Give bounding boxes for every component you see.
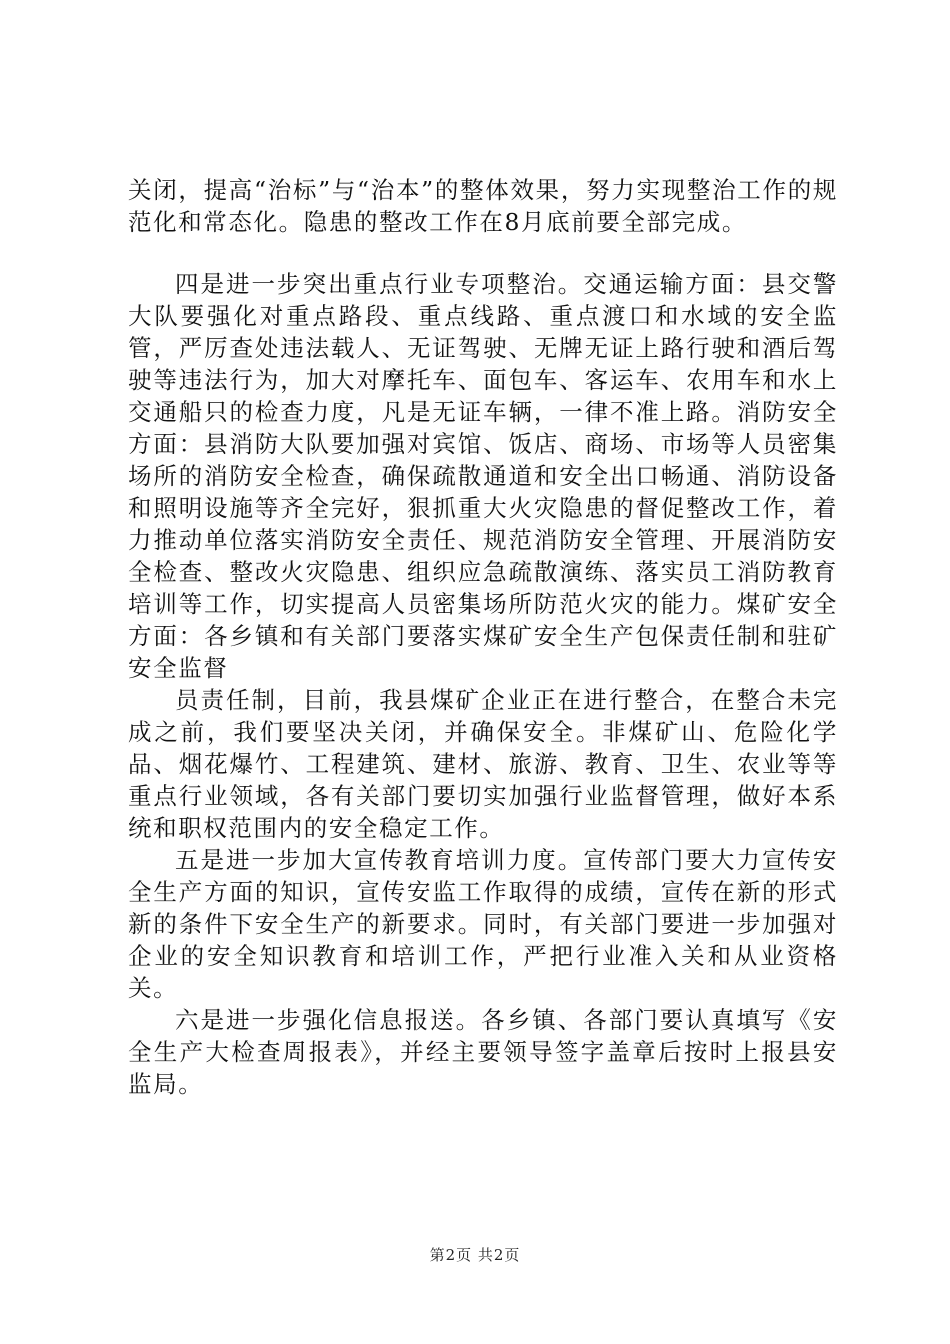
paragraph-item-five: 五是进一步加大宣传教育培训力度。宣传部门要大力宣传安全生产方面的知识，宣传安监工作取得的成绩，宣传在新的形式新的条件下安全生产的新要求。同时，有关部门要进一步加强对企业的安全知识教育和培训工作，严把行业准入关和从业资格关。 (128, 846, 838, 1002)
document-body (128, 174, 838, 1100)
paragraph-item-four-continued: 员责任制，目前，我县煤矿企业正在进行整合，在整合未完成之前，我们要坚决关闭，并确保安全。非煤矿山、危险化学品、烟花爆竹、工程建筑、建材、旅游、教育、卫生、农业等等重点行业领域，各有关部门要切实加强行业监督管理，做好本系统和职权范围内的安全稳定工作。 (128, 686, 838, 842)
paragraph-item-four: 四是进一步突出重点行业专项整治。交通运输方面：县交警大队要强化对重点路段、重点线路、重点渡口和水域的安全监管，严厉查处违法载人、无证驾驶、无牌无证上路行驶和酒后驾驶等违法行为，加大对摩托车、面包车、客运车、农用车和水上交通船只的检查力度，凡是无证车辆，一律不准上路。消防安全方面：县消防大队要加强对宾馆、饭店、商场、市场等人员密集场所的消防安全检查，确保疏散通道和安全出口畅通、消防设备和照明设施等齐全完好，狠抓重大火灾隐患的督促整改工作，着力推动单位落实消防安全责任、规范消防安全管理、开展消防安全检查、整改火灾隐患、组织应急疏散演练、落实员工消防教育培训等工作，切实提高人员密集场所防范火灾的能力。煤矿安全方面：各乡镇和有关部门要落实煤矿安全生产包保责任制和驻矿安全监督 (128, 270, 838, 682)
paragraph-gap (128, 238, 838, 268)
paragraph-item-six: 六是进一步强化信息报送。各乡镇、各部门要认真填写《安全生产大检查周报表》，并经主要领导签字盖章后按时上报县安监局。 (128, 1006, 838, 1098)
page-footer: 第2页 共2页 (429, 1246, 521, 1264)
paragraph-continuation: 关闭，提高“治标”与“治本”的整体效果，努力实现整治工作的规范化和常态化。隐患的整改工作在8月底前要全部完成。 (128, 176, 838, 236)
